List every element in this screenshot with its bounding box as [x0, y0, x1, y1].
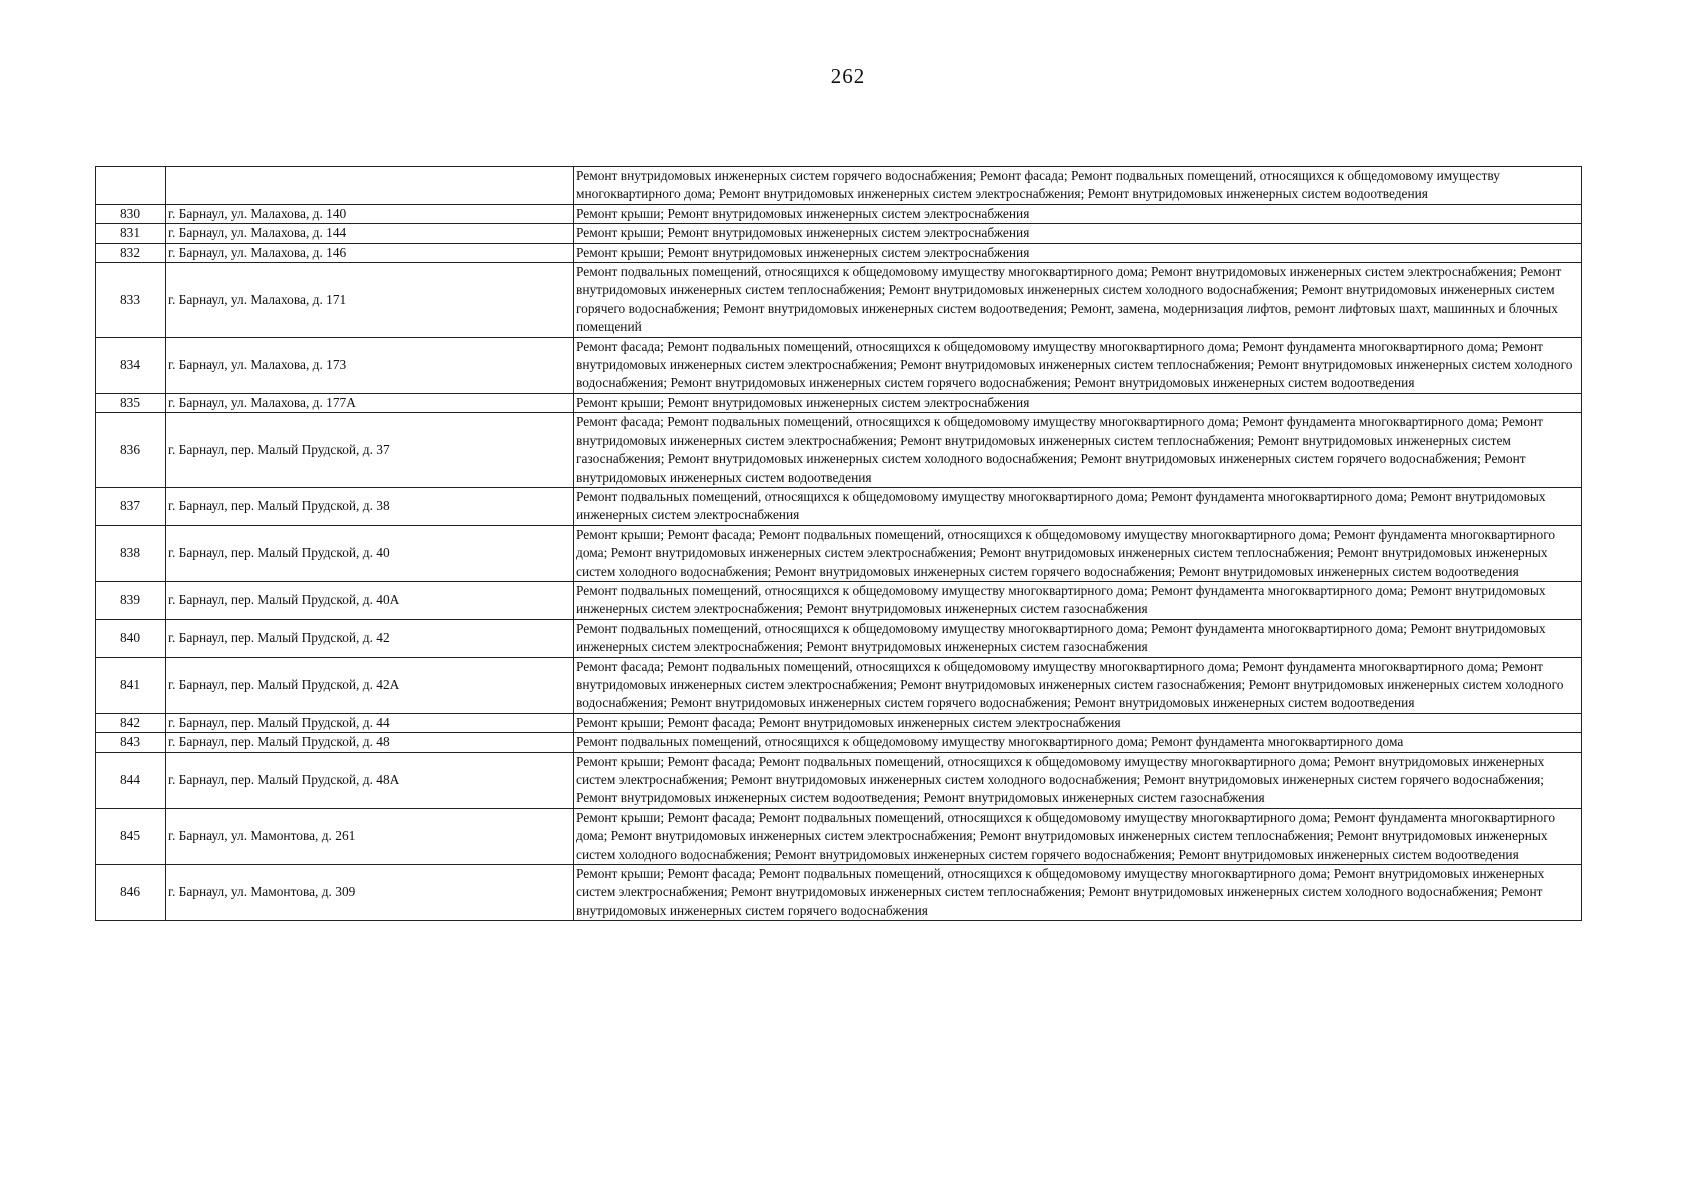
table-row — [96, 413, 1582, 488]
works-cell: Ремонт крыши; Ремонт внутридомовых инженерных систем электроснабжения — [574, 204, 1582, 223]
address-cell: г. Барнаул, пер. Малый Прудской, д. 44 — [166, 713, 574, 732]
table-row — [96, 657, 1582, 713]
works-cell: Ремонт крыши; Ремонт фасада; Ремонт подвальных помещений, относящихся к общедомовому имуществу многоквартирного дома; Ремонт внутридомовых инженерных систем электроснабжения; Ремонт внутридомовых инженерных систем холодного водоснабжения; Ремонт внутридомовых инженерных систем горячего водоснабжения; Ремонт внутридомовых инженерных систем водоотведения; Ремонт внутридомовых инженерных систем газоснабжения — [574, 752, 1582, 808]
table-row — [96, 204, 1582, 223]
address-cell: г. Барнаул, пер. Малый Прудской, д. 40 — [166, 525, 574, 581]
works-cell: Ремонт крыши; Ремонт фасада; Ремонт подвальных помещений, относящихся к общедомовому имуществу многоквартирного дома; Ремонт фундамента многоквартирного дома; Ремонт внутридомовых инженерных систем электроснабжения; Ремонт внутридомовых инженерных систем теплоснабжения; Ремонт внутридомовых инженерных систем холодного водоснабжения; Ремонт внутридомовых инженерных систем горячего водоснабжения; Ремонт внутридомовых инженерных систем водоотведения — [574, 808, 1582, 864]
address-cell: г. Барнаул, ул. Мамонтова, д. 261 — [166, 808, 574, 864]
page-number: 262 — [830, 64, 866, 88]
row-number-cell: 834 — [96, 337, 166, 393]
row-number-cell: 835 — [96, 393, 166, 412]
works-cell: Ремонт крыши; Ремонт внутридомовых инженерных систем электроснабжения — [574, 393, 1582, 412]
table-row — [96, 243, 1582, 262]
row-number-cell: 837 — [96, 487, 166, 525]
works-cell: Ремонт внутридомовых инженерных систем горячего водоснабжения; Ремонт фасада; Ремонт подвальных помещений, относящихся к общедомовому имуществу многоквартирного дома; Ремонт внутридомовых инженерных систем электроснабжения; Ремонт внутридомовых инженерных систем водоотведения — [574, 167, 1582, 205]
works-cell: Ремонт подвальных помещений, относящихся к общедомовому имуществу многоквартирного дома; Ремонт фундамента многоквартирного дома; Ремонт внутридомовых инженерных систем электроснабжения; Ремонт внутридомовых инженерных систем газоснабжения — [574, 619, 1582, 657]
row-number-cell: 830 — [96, 204, 166, 223]
works-cell: Ремонт крыши; Ремонт внутридомовых инженерных систем электроснабжения — [574, 224, 1582, 243]
row-number-cell: 841 — [96, 657, 166, 713]
address-cell: г. Барнаул, ул. Малахова, д. 140 — [166, 204, 574, 223]
table-row — [96, 808, 1582, 864]
address-cell: г. Барнаул, ул. Малахова, д. 171 — [166, 263, 574, 338]
works-cell: Ремонт подвальных помещений, относящихся к общедомовому имуществу многоквартирного дома; Ремонт фундамента многоквартирного дома — [574, 733, 1582, 752]
table-row — [96, 525, 1582, 581]
table-row — [96, 224, 1582, 243]
address-cell: г. Барнаул, пер. Малый Прудской, д. 40А — [166, 581, 574, 619]
table-row — [96, 337, 1582, 393]
address-cell: г. Барнаул, пер. Малый Прудской, д. 38 — [166, 487, 574, 525]
row-number-cell: 838 — [96, 525, 166, 581]
row-number-cell: 846 — [96, 865, 166, 921]
address-cell: г. Барнаул, пер. Малый Прудской, д. 42А — [166, 657, 574, 713]
address-cell — [166, 167, 574, 205]
address-cell: г. Барнаул, ул. Мамонтова, д. 309 — [166, 865, 574, 921]
works-cell: Ремонт подвальных помещений, относящихся к общедомовому имуществу многоквартирного дома; Ремонт фундамента многоквартирного дома; Ремонт внутридомовых инженерных систем электроснабжения — [574, 487, 1582, 525]
works-cell: Ремонт фасада; Ремонт подвальных помещений, относящихся к общедомовому имуществу многоквартирного дома; Ремонт фундамента многоквартирного дома; Ремонт внутридомовых инженерных систем электроснабжения; Ремонт внутридомовых инженерных систем теплоснабжения; Ремонт внутридомовых инженерных систем газоснабжения; Ремонт внутридомовых инженерных систем холодного водоснабжения; Ремонт внутридомовых инженерных систем горячего водоснабжения; Ремонт внутридомовых инженерных систем водоотведения — [574, 413, 1582, 488]
works-cell: Ремонт крыши; Ремонт фасада; Ремонт внутридомовых инженерных систем электроснабжения — [574, 713, 1582, 732]
address-cell: г. Барнаул, ул. Малахова, д. 146 — [166, 243, 574, 262]
address-cell: г. Барнаул, пер. Малый Прудской, д. 48А — [166, 752, 574, 808]
works-cell: Ремонт фасада; Ремонт подвальных помещений, относящихся к общедомовому имуществу многоквартирного дома; Ремонт фундамента многоквартирного дома; Ремонт внутридомовых инженерных систем электроснабжения; Ремонт внутридомовых инженерных систем теплоснабжения; Ремонт внутридомовых инженерных систем холодного водоснабжения; Ремонт внутридомовых инженерных систем горячего водоснабжения; Ремонт внутридомовых инженерных систем водоотведения — [574, 337, 1582, 393]
table-row — [96, 865, 1582, 921]
address-cell: г. Барнаул, ул. Малахова, д. 144 — [166, 224, 574, 243]
row-number-cell: 839 — [96, 581, 166, 619]
row-number-cell — [96, 167, 166, 205]
row-number-cell: 842 — [96, 713, 166, 732]
address-cell: г. Барнаул, пер. Малый Прудской, д. 42 — [166, 619, 574, 657]
works-cell: Ремонт крыши; Ремонт фасада; Ремонт подвальных помещений, относящихся к общедомовому имуществу многоквартирного дома; Ремонт внутридомовых инженерных систем электроснабжения; Ремонт внутридомовых инженерных систем теплоснабжения; Ремонт внутридомовых инженерных систем холодного водоснабжения; Ремонт внутридомовых инженерных систем горячего водоснабжения — [574, 865, 1582, 921]
row-number-cell: 844 — [96, 752, 166, 808]
table-row — [96, 733, 1582, 752]
works-cell: Ремонт фасада; Ремонт подвальных помещений, относящихся к общедомовому имуществу многоквартирного дома; Ремонт фундамента многоквартирного дома; Ремонт внутридомовых инженерных систем электроснабжения; Ремонт внутридомовых инженерных систем газоснабжения; Ремонт внутридомовых инженерных систем холодного водоснабжения; Ремонт внутридомовых инженерных систем горячего водоснабжения; Ремонт внутридомовых инженерных систем водоотведения — [574, 657, 1582, 713]
row-number-cell: 831 — [96, 224, 166, 243]
row-number-cell: 833 — [96, 263, 166, 338]
address-cell: г. Барнаул, пер. Малый Прудской, д. 48 — [166, 733, 574, 752]
row-number-cell: 845 — [96, 808, 166, 864]
address-cell: г. Барнаул, ул. Малахова, д. 177А — [166, 393, 574, 412]
table-row — [96, 752, 1582, 808]
row-number-cell: 840 — [96, 619, 166, 657]
works-cell: Ремонт крыши; Ремонт внутридомовых инженерных систем электроснабжения — [574, 243, 1582, 262]
table-row — [96, 581, 1582, 619]
repair-works-table — [95, 166, 1582, 921]
row-number-cell: 832 — [96, 243, 166, 262]
works-cell: Ремонт подвальных помещений, относящихся к общедомовому имуществу многоквартирного дома; Ремонт фундамента многоквартирного дома; Ремонт внутридомовых инженерных систем электроснабжения; Ремонт внутридомовых инженерных систем газоснабжения — [574, 581, 1582, 619]
address-cell: г. Барнаул, ул. Малахова, д. 173 — [166, 337, 574, 393]
works-cell: Ремонт подвальных помещений, относящихся к общедомовому имуществу многоквартирного дома; Ремонт внутридомовых инженерных систем электроснабжения; Ремонт внутридомовых инженерных систем теплоснабжения; Ремонт внутридомовых инженерных систем холодного водоснабжения; Ремонт внутридомовых инженерных систем горячего водоснабжения; Ремонт внутридомовых инженерных систем водоотведения; Ремонт, замена, модернизация лифтов, ремонт лифтовых шахт, машинных и блочных помещений — [574, 263, 1582, 338]
table-row — [96, 619, 1582, 657]
table-row — [96, 393, 1582, 412]
works-cell: Ремонт крыши; Ремонт фасада; Ремонт подвальных помещений, относящихся к общедомовому имуществу многоквартирного дома; Ремонт фундамента многоквартирного дома; Ремонт внутридомовых инженерных систем электроснабжения; Ремонт внутридомовых инженерных систем теплоснабжения; Ремонт внутридомовых инженерных систем холодного водоснабжения; Ремонт внутридомовых инженерных систем горячего водоснабжения; Ремонт внутридомовых инженерных систем водоотведения — [574, 525, 1582, 581]
table-row — [96, 713, 1582, 732]
address-cell: г. Барнаул, пер. Малый Прудской, д. 37 — [166, 413, 574, 488]
row-number-cell: 843 — [96, 733, 166, 752]
table-row — [96, 487, 1582, 525]
row-number-cell: 836 — [96, 413, 166, 488]
table-row — [96, 167, 1582, 205]
table-row — [96, 263, 1582, 338]
